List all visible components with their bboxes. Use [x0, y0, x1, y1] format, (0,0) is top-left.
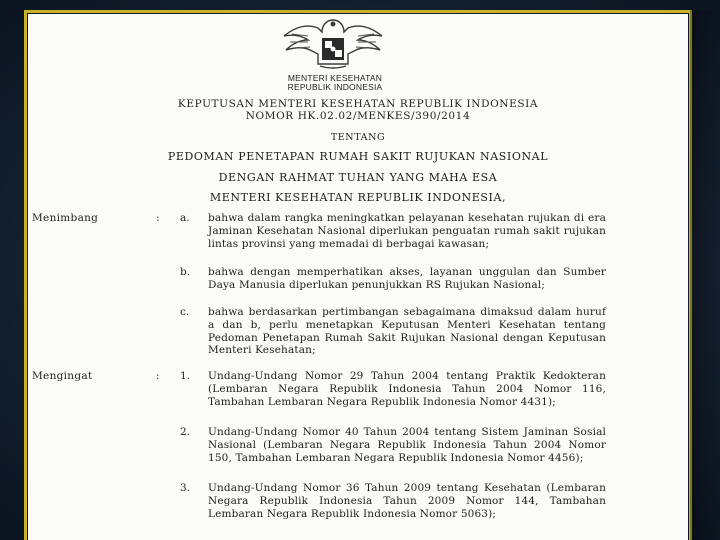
issuer: MENTERI KESEHATAN REPUBLIK INDONESIA,	[209, 191, 507, 204]
mengingat-label: Mengingat	[32, 370, 93, 382]
invocation: DENGAN RAHMAT TUHAN YANG MAHA ESA	[218, 171, 498, 184]
page-shadow	[690, 10, 720, 540]
mengingat-item-3: Undang-Undang Nomor 36 Tahun 2009 tentang Kesehatan (Lembaran Negara Republik Indonesia Tahun 2009 Nomor 144, Tambahan Lembaran Negara Republik Indonesia Nomor 5063);	[208, 482, 606, 520]
mengingat-item-1: Undang-Undang Nomor 29 Tahun 2004 tentang Praktik Kedokteran (Lembaran Negara Republik Indonesia Tahun 2004 Nomor 116, Tambahan Lembaran Negara Republik Indonesia Nomor 4431);	[208, 370, 606, 408]
menimbang-item-a: bahwa dalam rangka meningkatkan pelayanan kesehatan rujukan di era Jaminan Kesehatan Nasional diperlukan penguatan rumah sakit rujukan lintas provinsi yang memadai di berbagai kawasan;	[208, 212, 606, 250]
mengingat-colon: :	[156, 370, 160, 382]
menimbang-item-b: bahwa dengan memperhatikan akses, layanan unggulan dan Sumber Daya Manusia diperlukan penunjukkan RS Rujukan Nasional;	[208, 266, 606, 291]
menimbang-item-c: bahwa berdasarkan pertimbangan sebagaimana dimaksud dalam huruf a dan b, perlu menetapkan Keputusan Menteri Kesehatan tentang Pedoman Penetapan Rumah Sakit Rujukan Nasional dengan Keputusan Menteri Kesehatan;	[208, 306, 606, 357]
document-page	[28, 14, 688, 540]
mengingat-item-2: Undang-Undang Nomor 40 Tahun 2004 tentang Sistem Jaminan Sosial Nasional (Lembaran Negara Republik Indonesia Tahun 2004 Nomor 150, Tambahan Lembaran Negara Republik Indonesia Nomor 4456);	[208, 426, 606, 464]
mengingat-marker-1: 1.	[180, 370, 191, 382]
garuda-emblem-icon	[278, 14, 388, 72]
menimbang-marker-b: b.	[180, 266, 191, 278]
decree-title: KEPUTUSAN MENTERI KESEHATAN REPUBLIK INDONESIA	[177, 98, 539, 110]
ministry-letterhead	[260, 74, 410, 92]
ministry-line-1: MENTERI KESEHATAN	[287, 73, 383, 83]
menimbang-label: Menimbang	[32, 212, 99, 224]
ministry-line-2: REPUBLIK INDONESIA	[287, 82, 383, 92]
decree-subject: PEDOMAN PENETAPAN RUMAH SAKIT RUJUKAN NASIONAL	[167, 150, 549, 163]
menimbang-marker-c: c.	[180, 306, 190, 318]
menimbang-marker-a: a.	[180, 212, 190, 224]
mengingat-marker-3: 3.	[180, 482, 191, 494]
mengingat-marker-2: 2.	[180, 426, 191, 438]
menimbang-colon: :	[156, 212, 160, 224]
about-heading: TENTANG	[330, 132, 386, 143]
decree-number: NOMOR HK.02.02/MENKES/390/2014	[245, 110, 471, 122]
